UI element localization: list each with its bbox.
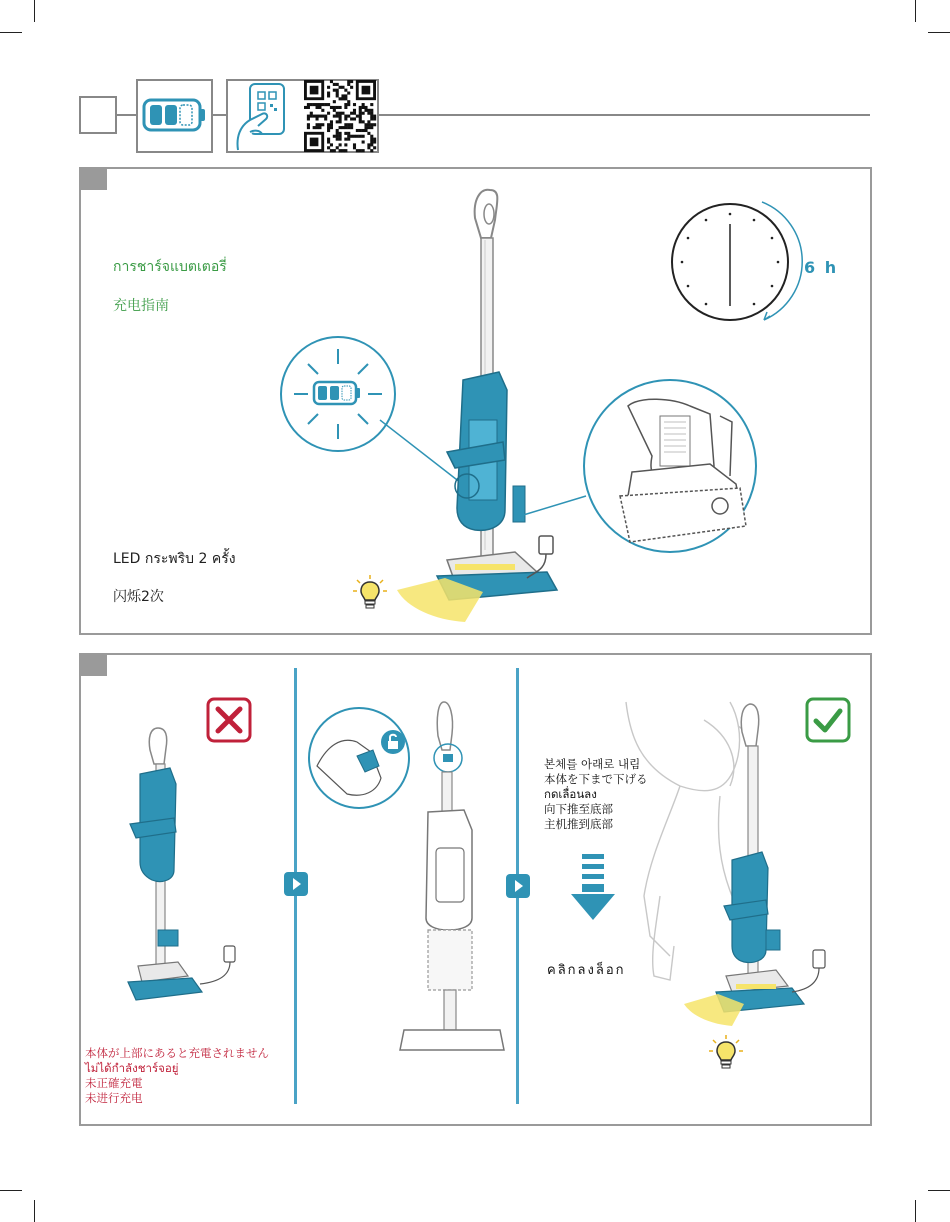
led-blink-thai: LED กระพริบ 2 ครั้ง <box>113 551 236 567</box>
clock-icon <box>672 198 812 338</box>
panel-tab <box>81 169 107 190</box>
vacuum-on-dock <box>395 180 575 620</box>
lightbulb-icon <box>352 574 392 614</box>
push-down-thai: กดเลื่อนลง <box>544 787 597 801</box>
not-charging-chinese-simplified: 未进行充电 <box>85 1091 143 1105</box>
header-graphic <box>0 0 950 160</box>
charging-title-chinese: 充电指南 <box>113 298 169 314</box>
header-row <box>0 0 950 160</box>
phone-qr-scan-icon <box>232 82 302 152</box>
battery-icon <box>314 382 360 404</box>
charging-title-thai: การชาร์จแบตเตอรี่ <box>113 259 227 275</box>
led-blink-chinese: 闪烁2次 <box>113 589 164 605</box>
down-arrow-icon <box>569 852 619 922</box>
not-charging-japanese: 本体が上部にあると充電されません <box>85 1046 269 1060</box>
dock-detail-callout <box>580 376 770 566</box>
battery-icon <box>141 96 211 136</box>
push-down-korean: 본체를 아래로 내림 <box>544 757 641 771</box>
vacuum-unlocking <box>392 698 512 1058</box>
light-beam <box>682 990 762 1030</box>
panel-tab <box>81 655 107 676</box>
vacuum-raised-wrong <box>120 720 260 1020</box>
push-down-chinese-simplified: 主机推到底部 <box>544 817 613 831</box>
vacuum-docked-correct <box>680 700 820 1030</box>
next-arrow-icon <box>284 872 308 896</box>
click-lock-text: คลิกลงล็อก <box>547 963 626 978</box>
push-down-chinese-traditional: 向下推至底部 <box>544 802 613 816</box>
callout-line-dock <box>520 494 600 534</box>
not-charging-warning <box>85 1046 295 1106</box>
not-charging-thai: ไม่ได้กำลังชาร์จอยู่ <box>85 1061 179 1075</box>
unlock-icon <box>0 0 1 1</box>
not-charging-chinese-traditional: 未正確充電 <box>85 1076 143 1090</box>
qr-code <box>304 80 376 152</box>
lightbulb-icon <box>708 1034 748 1074</box>
charge-time-label: 6 h <box>804 258 839 277</box>
light-beam <box>395 570 515 630</box>
push-down-japanese: 本体を下まで下げる <box>544 772 648 786</box>
